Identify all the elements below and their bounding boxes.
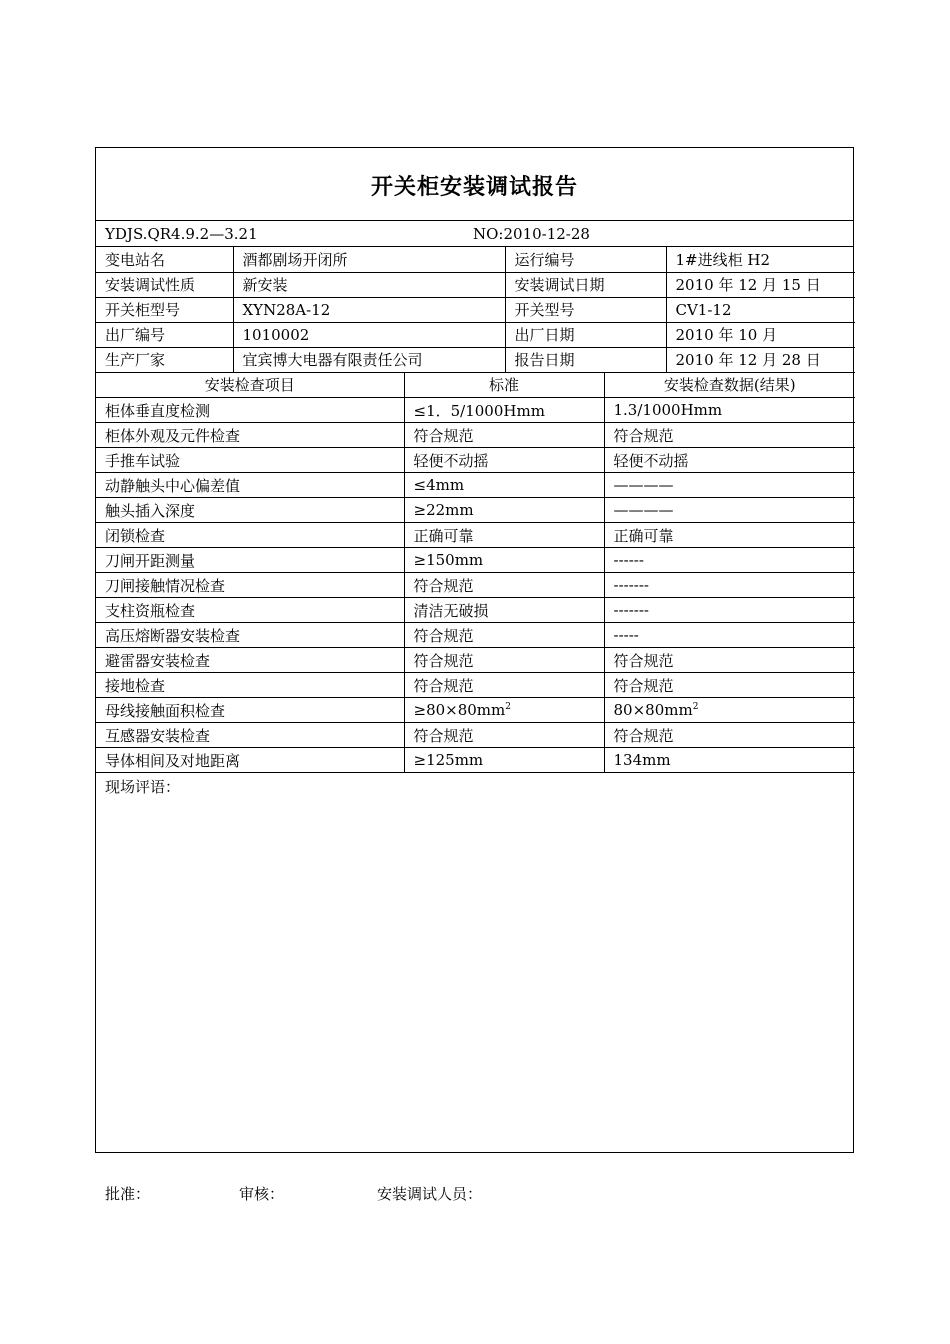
check-standard: [404, 473, 604, 498]
check-result-text: -------: [613, 576, 649, 594]
info-label: 出厂日期: [505, 322, 666, 347]
info-value: 2010 年 12 月 15 日: [666, 272, 855, 297]
info-value: 新安装: [233, 272, 505, 297]
check-item-text: 高压熔断器安装检查: [105, 626, 241, 645]
check-item-text: 闭锁检查: [105, 526, 166, 545]
table-row: [96, 523, 855, 548]
info-row: [96, 347, 855, 372]
info-value: CV1-12: [666, 297, 855, 322]
info-label: 报告日期: [505, 347, 666, 372]
check-result: [604, 723, 855, 748]
report-form: [95, 147, 854, 1153]
check-standard: [404, 698, 604, 723]
check-standard: [404, 648, 604, 673]
check-item-text: 刀闸开距测量: [105, 551, 196, 570]
check-result-text: 符合规范: [613, 676, 674, 695]
check-standard-text: 符合规范: [413, 726, 474, 745]
info-value: 2010 年 12 月 28 日: [666, 347, 855, 372]
check-standard-text: 轻便不动摇: [413, 451, 489, 470]
check-standard-text: ≥22mm: [413, 501, 474, 519]
unit-superscript: 2: [692, 702, 699, 712]
table-row: [96, 548, 855, 573]
check-standard: [404, 548, 604, 573]
table-row: [96, 648, 855, 673]
installer-label: 安装调试人员：: [377, 1185, 483, 1203]
check-item-text: 接地检查: [105, 676, 166, 695]
info-label: 开关型号: [505, 297, 666, 322]
info-label: 安装调试日期: [505, 272, 666, 297]
table-row: [96, 698, 855, 723]
check-item-text: 柜体外观及元件检查: [105, 426, 241, 445]
check-standard: [404, 398, 604, 423]
header-result: 安装检查数据(结果): [604, 373, 855, 398]
check-result: [604, 498, 855, 523]
check-result-text: 80×80mm: [613, 701, 693, 719]
check-standard: [404, 623, 604, 648]
check-standard-text: ≤4mm: [413, 476, 465, 494]
check-result-text: 符合规范: [613, 726, 674, 745]
inspection-table: [96, 373, 855, 774]
check-standard-text: 符合规范: [413, 651, 474, 670]
check-result-text: 134mm: [613, 751, 671, 769]
check-item: [96, 623, 404, 648]
check-standard-text: 符合规范: [413, 676, 474, 695]
table-row: [96, 498, 855, 523]
check-item: [96, 598, 404, 623]
check-item: [96, 648, 404, 673]
info-row: [96, 272, 855, 297]
info-value: 1010002: [233, 322, 505, 347]
check-item: [96, 698, 404, 723]
info-row: [96, 322, 855, 347]
document-code-row: [96, 221, 853, 247]
signature-row: [105, 1183, 705, 1207]
document-code: YDJS.QR4.9.2—3.21: [105, 225, 258, 243]
check-result-text: ------: [613, 551, 644, 569]
site-comment-area: [96, 773, 853, 1151]
info-value: XYN28A-12: [233, 297, 505, 322]
check-result: [604, 673, 855, 698]
check-standard: [404, 673, 604, 698]
check-result: [604, 698, 855, 723]
check-standard-text: ≤1．5/1000Hmm: [413, 401, 545, 420]
table-row: [96, 723, 855, 748]
check-item-text: 母线接触面积检查: [105, 701, 226, 720]
check-standard: [404, 723, 604, 748]
header-standard: 标准: [404, 373, 604, 398]
check-result-text: 符合规范: [613, 426, 674, 445]
header-item: 安装检查项目: [96, 373, 404, 398]
check-item-text: 导体相间及对地距离: [105, 751, 241, 770]
check-result: [604, 523, 855, 548]
info-label: 安装调试性质: [96, 272, 233, 297]
check-standard-text: 清洁无破损: [413, 601, 489, 620]
check-result: [604, 548, 855, 573]
check-item-text: 刀闸接触情况检查: [105, 576, 226, 595]
check-result-text: 正确可靠: [613, 526, 674, 545]
approve-label: 批准：: [105, 1185, 151, 1203]
page-title: 开关柜安装调试报告: [370, 173, 578, 200]
info-label: 运行编号: [505, 247, 666, 272]
table-row: [96, 423, 855, 448]
info-value: 酒都剧场开闭所: [233, 247, 505, 272]
check-item: [96, 723, 404, 748]
table-row: [96, 673, 855, 698]
check-item-text: 动静触头中心偏差值: [105, 476, 241, 495]
info-label: 出厂编号: [96, 322, 233, 347]
check-standard-text: 正确可靠: [413, 526, 474, 545]
check-item: [96, 548, 404, 573]
check-standard: [404, 448, 604, 473]
check-standard-text: ≥150mm: [413, 551, 484, 569]
table-row: [96, 398, 855, 423]
check-item: [96, 448, 404, 473]
check-item-text: 手推车试验: [105, 451, 181, 470]
check-result-text: ————: [613, 501, 674, 519]
check-item: [96, 498, 404, 523]
review-label: 审核：: [239, 1185, 285, 1203]
title-row: [96, 148, 853, 221]
info-table: [96, 247, 855, 373]
check-result: [604, 423, 855, 448]
table-row: [96, 573, 855, 598]
check-item-text: 支柱资瓶检查: [105, 601, 196, 620]
check-result: [604, 623, 855, 648]
check-result: [604, 748, 855, 773]
check-result-text: 轻便不动摇: [613, 451, 689, 470]
check-item: [96, 423, 404, 448]
info-value: 2010 年 10 月: [666, 322, 855, 347]
check-item: [96, 673, 404, 698]
check-item: [96, 573, 404, 598]
table-row: [96, 748, 855, 773]
inspection-header-row: [96, 373, 855, 398]
table-row: [96, 623, 855, 648]
check-item-text: 柜体垂直度检测: [105, 401, 211, 420]
info-label: 变电站名: [96, 247, 233, 272]
unit-superscript: 2: [505, 702, 511, 712]
info-value: 宜宾博大电器有限责任公司: [233, 347, 505, 372]
check-standard-text: ≥80×80mm: [413, 701, 506, 719]
info-label: 开关柜型号: [96, 297, 233, 322]
check-result: [604, 398, 855, 423]
table-row: [96, 473, 855, 498]
table-row: [96, 448, 855, 473]
document-number: NO:2010-12-28: [473, 225, 590, 243]
check-item-text: 避雷器安装检查: [105, 651, 211, 670]
info-row: [96, 247, 855, 272]
check-item-text: 触头插入深度: [105, 501, 196, 520]
check-item: [96, 523, 404, 548]
check-standard: [404, 573, 604, 598]
check-result: [604, 598, 855, 623]
info-label: 生产厂家: [96, 347, 233, 372]
info-value: 1#进线柜 H2: [666, 247, 855, 272]
table-row: [96, 598, 855, 623]
check-standard: [404, 748, 604, 773]
check-result-text: -------: [613, 601, 649, 619]
check-standard: [404, 498, 604, 523]
check-standard: [404, 423, 604, 448]
check-item: [96, 748, 404, 773]
check-item: [96, 473, 404, 498]
check-result-text: -----: [613, 626, 639, 644]
check-result: [604, 573, 855, 598]
check-item-text: 互感器安装检查: [105, 726, 211, 745]
check-standard: [404, 598, 604, 623]
check-standard-text: 符合规范: [413, 426, 474, 445]
check-result: [604, 448, 855, 473]
check-standard-text: 符合规范: [413, 626, 474, 645]
check-result: [604, 473, 855, 498]
check-result: [604, 648, 855, 673]
check-result-text: 符合规范: [613, 651, 674, 670]
info-row: [96, 297, 855, 322]
site-comment-label: 现场评语：: [105, 778, 181, 796]
check-standard-text: ≥125mm: [413, 751, 484, 769]
check-item: [96, 398, 404, 423]
check-result-text: ————: [613, 476, 674, 494]
check-result-text: 1.3/1000Hmm: [613, 401, 723, 419]
check-standard-text: 符合规范: [413, 576, 474, 595]
check-standard: [404, 523, 604, 548]
